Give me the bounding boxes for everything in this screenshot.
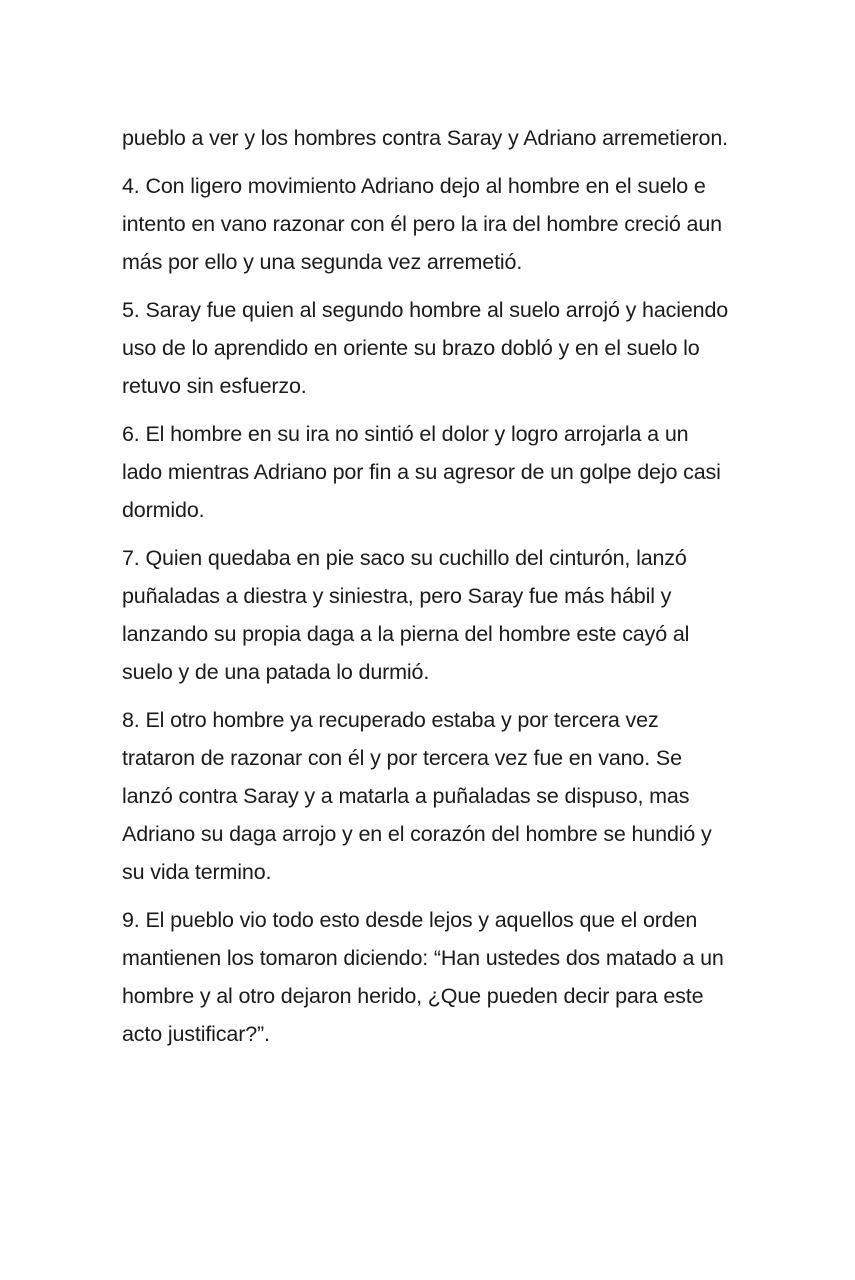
- paragraph-continuation: pueblo a ver y los hombres contra Saray y Adriano arremetieron.: [122, 126, 728, 150]
- paragraph-5: 5. Saray fue quien al segundo hombre al suelo arrojó y haciendo uso de lo aprendido en oriente su brazo dobló y en el suelo lo retuvo sin esfuerzo.: [122, 298, 729, 398]
- paragraph-7: 7. Quien quedaba en pie saco su cuchillo del cinturón, lanzó puñaladas a diestra y siniestra, pero Saray fue más hábil y lanzando su propia daga a la pierna del hombre este cayó al suelo y de una patada lo durmió.: [122, 546, 690, 684]
- paragraph-9: 9. El pueblo vio todo esto desde lejos y aquellos que el orden mantienen los tomaron diciendo: “Han ustedes dos matado a un hombre y al otro dejaron herido, ¿Que pueden decir para este acto justificar?”.: [122, 908, 724, 1046]
- body-text: [122, 119, 734, 1063]
- paragraph-4: 4. Con ligero movimiento Adriano dejo al hombre en el suelo e intento en vano razonar con él pero la ira del hombre creció aun más por ello y una segunda vez arremetió.: [122, 174, 722, 274]
- paragraph-6: 6. El hombre en su ira no sintió el dolor y logro arrojarla a un lado mientras Adriano por fin a su agresor de un golpe dejo casi dormido.: [122, 422, 721, 522]
- paragraph-8: 8. El otro hombre ya recuperado estaba y por tercera vez trataron de razonar con él y por tercera vez fue en vano. Se lanzó contra Saray y a matarla a puñaladas se dispuso, mas Adriano su daga arrojo y en el corazón del hombre se hundió y su vida termino.: [122, 708, 712, 884]
